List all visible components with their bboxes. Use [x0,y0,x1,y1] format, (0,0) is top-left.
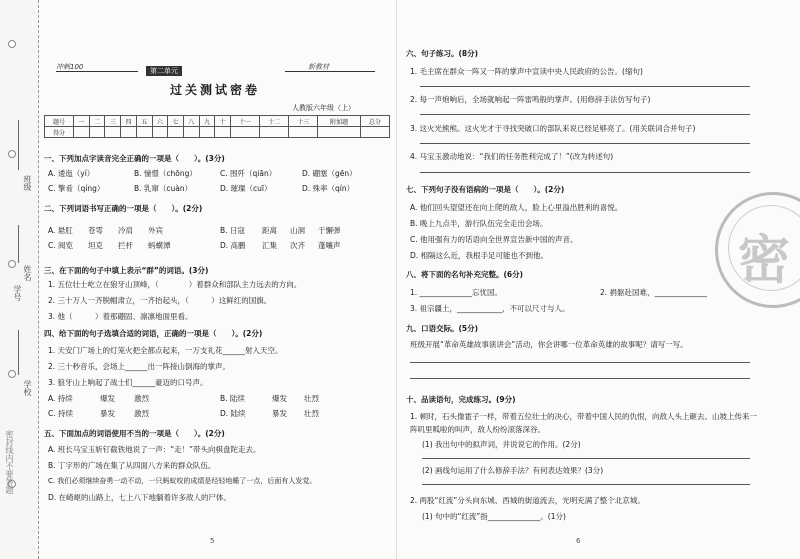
answer-line[interactable] [422,484,750,485]
score-value-row [45,127,390,138]
binding-hole [8,40,16,48]
q6-heading: 六、句子练习。(8分) [406,49,479,58]
q7-option[interactable]: C. 他用强有力的话语向全世界宣告新中国的声音。 [410,235,578,244]
score-cell: 五 [136,116,152,127]
binding-hole [8,260,16,268]
score-header-row [45,116,390,127]
q8-sentence[interactable]: 1. ______________忘忧国。 [410,288,503,297]
q4-word: 暴发 [100,409,115,418]
score-input-cell[interactable] [360,127,389,138]
class-label: 班级 [23,175,32,191]
q2-word: 苍雩 [88,226,103,235]
q5-option[interactable]: B. 丁字形的广场在集了从四面八方来的群众队伍。 [48,461,216,470]
name-label: 姓名 [23,265,32,281]
answer-line[interactable] [420,143,750,144]
score-cell: 得分 [45,127,74,138]
q2-word: 蓬嚷声 [318,241,341,250]
score-cell: 七 [168,116,184,127]
score-input-cell[interactable] [105,127,121,138]
score-cell: 十 [215,116,231,127]
q4-word: 激烈 [134,394,149,403]
brand-label: 冲刺100 [56,63,84,71]
score-input-cell[interactable] [183,127,199,138]
q3-sentence[interactable]: 3. 他（ ）着那硼固、凛凛地面里看。 [48,312,193,321]
q1-option[interactable]: B. 乳窜（cuàn） [134,184,193,193]
score-input-cell[interactable] [74,127,90,138]
q1-option[interactable]: B. 憧憬（chōng） [134,169,197,178]
q7-option[interactable]: D. 相隔这么近，我根手足可能也不到他。 [410,251,549,260]
q1-option[interactable]: C. 擎肴（qíng） [48,184,105,193]
school-line [18,330,19,375]
score-input-cell[interactable] [215,127,231,138]
q2-word: 拦杆 [118,241,133,250]
score-cell: 九 [199,116,215,127]
exam-title: 过关测试密卷 [170,83,261,97]
q1-heading: 一、下列加点字读音完全正确的一项是（ ）。(3分) [44,154,225,163]
binding-margin [0,0,39,559]
score-input-cell[interactable] [121,127,137,138]
q10-subquestion: (2) 画线句运用了什么修辞手法？有何表达效果？(3分) [422,466,604,475]
score-cell: 十二 [260,116,289,127]
score-cell: 十三 [289,116,318,127]
score-cell: 十一 [230,116,259,127]
binding-hole [8,370,16,378]
q5-option[interactable]: C. 我们必须继续奋勇一动不动，一只蚂蚁咬的成绩是经轻地睡了一点，后面有人发觉。 [48,477,317,485]
class-line [18,120,19,170]
answer-line[interactable] [420,172,750,173]
score-cell: 题号 [45,116,74,127]
page-number: 6 [576,537,581,545]
q4-option[interactable]: C. 持续 [48,409,74,418]
student-id-label: 学号 [13,285,22,301]
page-divider [396,0,397,559]
score-cell: 三 [105,116,121,127]
q8-sentence[interactable]: 2. 捐躯赴国难，______________ [600,288,708,297]
q4-option[interactable]: D. 陆续 [220,409,246,418]
q2-word: 蚂蟥潭 [148,241,171,250]
unit-tag: 第二单元 [146,66,182,76]
q2-word: 外宾 [148,226,163,235]
q7-option[interactable]: A. 他们回头望望还在向上爬的敌人，脸上心里溢出胜利的喜悦。 [410,203,623,212]
q1-option[interactable]: D. 硼塞（gēn） [302,169,357,178]
score-cell: 二 [89,116,105,127]
score-cell: 一 [74,116,90,127]
answer-line[interactable] [422,458,750,459]
q1-option[interactable]: A. 逶迤（yí） [48,169,95,178]
q4-sentence: 3. 狼牙山上响起了战士们______豪迈的口号声。 [48,378,208,387]
secret-stamp-text: 密 [738,230,791,291]
q2-heading: 二、下列词语书写正确的一项是（ ）。(2分) [44,204,203,213]
page-number: 5 [210,537,215,545]
score-input-cell[interactable] [89,127,105,138]
q5-option[interactable]: A. 班长马宝玉斩钉截铁地说了一声：“走！”带头向棋盘陀走去。 [48,445,261,454]
q4-sentence: 1. 天安门广场上的灯笼火把全都点起来，一万支礼花______射入天空。 [48,346,283,355]
q6-sentence: 4. 马宝玉激动地说：“我们的任务胜利完成了！”(改为转述句) [410,152,614,161]
score-input-cell[interactable] [168,127,184,138]
q4-word: 爆发 [272,394,287,403]
q2-word: 汇集 [262,241,277,250]
q5-option[interactable]: D. 在崎岖的山路上，七上八下地躺着许多敌人的尸体。 [48,493,232,502]
q6-sentence: 2. 每一声炮响后，全场就响起一阵雷鸣般的掌声。(用修辞手法仿写句子) [410,95,651,104]
binding-hole [8,150,16,158]
score-cell: 四 [121,116,137,127]
q5-heading: 五、下面加点的词语使用不当的一项是（ ）。(2分) [44,429,225,438]
score-table [44,115,390,138]
q1-option[interactable]: D. 殊率（qín） [302,184,355,193]
q3-sentence[interactable]: 1. 五位壮士屹立在狼牙山顶峰，（ ）着群众和部队主力远去的方向。 [48,280,302,289]
score-input-cell[interactable] [230,127,259,138]
q2-option[interactable]: C. 阅览 [48,241,74,250]
q10-subquestion: (1) 我出句中的拟声词，并说说它的作用。(2分) [422,440,581,449]
score-input-cell[interactable] [289,127,318,138]
score-cell: 八 [183,116,199,127]
q4-word: 暴发 [272,409,287,418]
q4-word: 激烈 [134,409,149,418]
school-label: 学校 [23,380,32,396]
q3-heading: 三、在下面的句子中填上表示“群”的词语。(3分) [44,266,209,275]
q2-word: 山洞 [290,226,305,235]
q2-option[interactable]: A. 悬肛 [48,226,73,235]
q10-heading: 十、品读语句，完成练习。(9分) [406,395,516,404]
q2-option[interactable]: D. 高鹏 [220,241,246,250]
q6-sentence: 3. 这火光熊熊。这火光才于寻找突破口的部队来说已经足够亮了。(用关联词合并句子) [410,124,696,133]
q6-sentence: 1. 毛主席在群众一阵又一阵的掌声中宣读中央人民政府的公告。(缩句) [410,67,643,76]
name-line [18,225,19,263]
score-cell: 总分 [360,116,389,127]
q9-heading: 九、口语交际。(5分) [406,324,479,333]
q2-word: 于懈弹 [318,226,341,235]
q10-subquestion[interactable]: (1) 句中的“红流”指______________。(1分) [422,512,566,521]
answer-line[interactable] [420,86,750,87]
score-input-cell[interactable] [318,127,361,138]
score-input-cell[interactable] [152,127,168,138]
q9-prompt: 班级开展“革命英雄故事演讲会”活动，你会讲哪一位革命英雄的故事呢？请写一写。 [410,340,688,349]
score-cell: 六 [152,116,168,127]
q4-word: 爆发 [100,394,115,403]
q2-word: 次齐 [290,241,305,250]
q4-word: 壮烈 [304,409,319,418]
q2-word: 坦克 [88,241,103,250]
score-input-cell[interactable] [199,127,215,138]
q4-heading: 四、给下面的句子选填合适的词语，正确的一项是（ ）。(2分) [44,329,263,338]
edition-label: 人教版六年级（上） [292,104,355,112]
new-textbook-label: 新教材 [308,63,329,71]
left-page [40,0,392,559]
q4-option[interactable]: A. 持续 [48,394,73,403]
q1-option[interactable]: C. 围歼（qiān） [220,169,277,178]
answer-line[interactable] [410,362,750,363]
q2-word: 距离 [262,226,277,235]
score-cell: 附加题 [318,116,361,127]
q8-sentence[interactable]: 3. 祖宗疆土，____________，不可以尺寸与人。 [410,304,570,313]
answer-line[interactable] [410,378,750,379]
q4-word: 壮烈 [304,394,319,403]
q4-option[interactable]: B. 陆续 [220,394,245,403]
q8-heading: 八、将下面的名句补充完整。(6分) [406,270,524,279]
seal-note: 密封线内不要答题 [5,430,14,494]
q1-option[interactable]: D. 璀璨（cuī） [220,184,272,193]
q10-passage: 1. 顿时，石头像雹子一样，带着五位壮士的决心，带着中国人民的仇恨，向敌人头上砸去。山坡上传来一阵叽里呱啦的叫声，敌人纷纷滚落深谷。 [410,412,758,434]
score-input-cell[interactable] [260,127,289,138]
q10-passage: 2. 两股“红流”分头向东城、西城的街道流去，光明充满了整个北京城。 [410,496,645,505]
q4-sentence: 2. 三十秒音乐，会场上______出一阵接山倒海的掌声。 [48,362,231,371]
q7-heading: 七、下列句子没有语病的一项是（ ）。(2分) [406,185,565,194]
answer-line[interactable] [420,114,750,115]
score-input-cell[interactable] [136,127,152,138]
q2-word: 冷肩 [118,226,133,235]
q3-sentence[interactable]: 2. 三十万人一齐脱帽肃立，一齐抬起头，（ ）这鲜红的国旗。 [48,296,272,305]
q7-option[interactable]: B. 晚上九点半，游行队伍完全走出会场。 [410,219,548,228]
q2-option[interactable]: B. 日寇 [220,226,245,235]
